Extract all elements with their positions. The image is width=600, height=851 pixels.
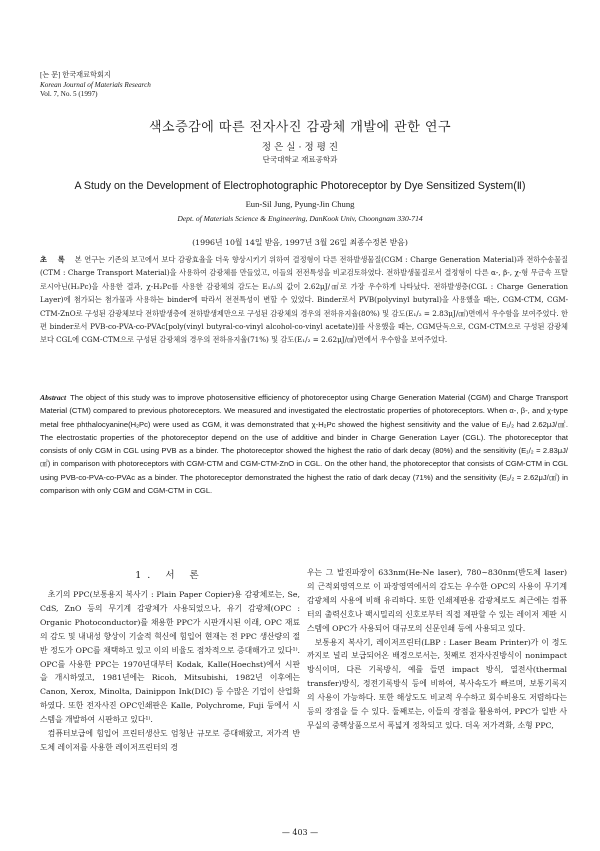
title-korean: 색소증감에 따른 전자사진 감광체 개발에 관한 연구 xyxy=(148,120,451,135)
affiliation-english: Dept. of Materials Science & Engineering, DanKook Univ, Choongnam 330-714 xyxy=(177,214,423,223)
affiliation-korean: 단국대학교 재료공학과 xyxy=(262,155,338,164)
authors-english: Eun-Sil Jung, Pyung-Jin Chung xyxy=(245,199,355,209)
title-english: A Study on the Development of Electrophotographic Photoreceptor by Dye Sensitized System(Ⅱ) xyxy=(74,180,526,192)
received-dates: (1996년 10월 14일 받음, 1997년 3월 26일 최종수정본 받음) xyxy=(192,238,408,247)
abstract-korean-text: 본 연구는 기존의 보고에서 보다 감광효율을 더욱 향상시키기 위하여 결정형이 다른 전하발생물질(CGM : Charge Generation Material)과 전하수송물질(CTM : Charge Transport Material)을 사용하여 감광체를 만들었고, 이들의 전전특성을 비교검토하였다. 전하발생물질로서 결정형이 다른 α-, β-, χ-형 무금속 프탈로시아닌(H₂Pc)을 사용한 결과, χ-H₂Pc를 사용한 감광체의 감도는 E₁/₂의 값이 2.62μJ/㎠로 가장 우수하게 나타났다. 전하발생층(CGL : Charge Generation Layer)에 첨가되는 첨가물과 사용하는 binder에 따라서 전전특성이 변할 수 있었다. Binder로서 PVB(polyvinyl butyral)을 사용했을 때는, CGM-CTM, CGM-CTM-ZnO로 구성된 감광체보다 전하발생층에 전하발생제만으로 구성된 감광체의 경우의 전하유지율(80%) 및 감도(E₁/₂ = 2.83μJ/㎠)면에서 우수함을 보여주었다. 한편 binder로서 PVB-co-PVA-co-PVAc[poly(vinyl butyral-co-vinyl alcohol-co-vinyl acetate)]를 사용했을 때는, CGM단독으로, CGM-CTM으로 구성된 감광체보다 CGL에 CGM-CTM으로 구성된 감광체의 경우의 전하유지율(71%) 및 감도(E₁/₂ = 2.62μJ/㎠)면에서 우수함을 보여주었다. xyxy=(40,255,568,345)
paragraph: 컴퓨터보급에 힘입어 프린터생산도 엄청난 규모로 증대해왔고, 저가격 반도체 레이저를 사용한 레이저프린터의 경 xyxy=(40,729,300,752)
paragraph: 우는 그 발진파장이 633nm(He-Ne laser), 780~830nm(반도체 laser)의 근적외영역으로 이 파장영역에서의 감도는 우수한 OPC의 사용이 무기계 감광체의 사용에 비해 유리하다. 또한 인쇄제판용 감광체로도 최근에는 컴퓨터의 출력신호나 팩시밀리의 신호로부터 직접 제판할 수 있는 레이저 제판 시스템에 OPC가 사용되어 대규모의 신문인쇄 등에 사용되고 있다. xyxy=(307,568,567,633)
journal-header xyxy=(40,71,151,100)
page-number: — 403 — xyxy=(281,828,319,837)
paragraph: 보통용지 복사기, 레이저프린터(LBP : Laser Beam Printer)가 이 정도까지로 널리 보급되어온 배경으로서는, 첫째로 전자사진방식이 nonimpact 방식이며, 다른 기록방식, 예를 들면 impact 방식, 열전사(thermal transfer)방식, 정전기록방식 등에 비하여, 복사속도가 빠르며, 보통기록지의 사용이 가능하다. 또한 해상도도 비교적 우수하고 회수비용도 저렴하다는 등의 장점을 들 수 있다. 둘째로는, 이들의 장점을 활용하여, PPC가 일반 사무실의 중핵상품으로서 폭넓게 정착되고 있다. 더욱 저가격화, 소형 PPC, xyxy=(307,637,567,730)
authors-korean: 정 은 실 · 정 평 진 xyxy=(261,142,339,153)
article-kind: [논 문] 한국재료학회지 xyxy=(40,71,111,79)
section-heading: 1. 서 론 xyxy=(135,570,205,581)
abstract-english xyxy=(40,391,568,497)
abstract-korean xyxy=(40,253,568,347)
abstract-english-label: Abstract xyxy=(40,393,67,402)
abstract-english-text: The object of this study was to improve photosensitive efficiency of photoreceptor using Charge Generation Material (CGM) and Charge Transport Material (CTM) compared to previous photoreceptors. We measured and investigated the electrostatic properties of photoreceptors. When α-, β-, and χ-type metal free phthalocyanine(H₂Pc) were used as CGM, it was demonstrated that χ-H₂Pc showed the highest sensitivity and the value of E₁/₂ had 2.62μJ/㎠. The electrostatic properties of the photoreceptor depend on the use of additive and binder in Charge Generation Layer (CGL). The photoreceptor that consists of only CGM in CGL using PVB as a binder. The photoreceptor showed the highest the ratio of dark decay (80%) and the sensitivity (E₁/₂ = 2.83μJ/㎠) in comparison with photoreceptors with CGM-CTM and CGM-CTM-ZnO in CGL. On the other hand, the photoreceptor that consists of CGM-CTM in CGL using PVB-co-PVA-co-PVAc as a binder. The photoreceptor demonstrated the highest the ratio of dark decay (71%) and the sensitivity (E₁/₂ = 2.62μJ/㎠) in comparison with only CGM and CGM-CTM in CGL. xyxy=(40,393,568,496)
abstract-korean-label: 초 록 xyxy=(40,255,69,264)
journal-volume: Vol. 7, No. 5 (1997) xyxy=(40,90,98,98)
paragraph: 초기의 PPC(보통용지 복사기 : Plain Paper Copier)용 감광체로는, Se, CdS, ZnO 등의 무기계 감광체가 사용되었으나, 유기 감광체(OPC : Organic Photoconductor)를 채용한 PPC가 시판개시된 이래, OPC 재료의 감도 및 내내성 향상이 기술적 혁신에 힘입어 현재는 전 PPC 생산량의 절반 정도가 OPC를 채택하고 있고 이의 비율도 점차적으로 증대해가고 있다¹⁾. OPC를 사용한 PPC는 1970년대부터 Kodak, Kalle(Hoechst)에서 시판을 개시하였고, 1981년에는 Ricoh, Mitsubishi, 1982년 이후에는 Canon, Xerox, Minolta, Dainippon Ink(DIC) 등 수많은 기업이 산업화하였다. 또한 전자사진 OPC인쇄판은 Kalle, Polychrome, Fuji 등에서 시스템을 개발하여 시판하고 있다¹⁾. xyxy=(40,590,300,725)
journal-name: Korean Journal of Materials Research xyxy=(40,80,151,89)
